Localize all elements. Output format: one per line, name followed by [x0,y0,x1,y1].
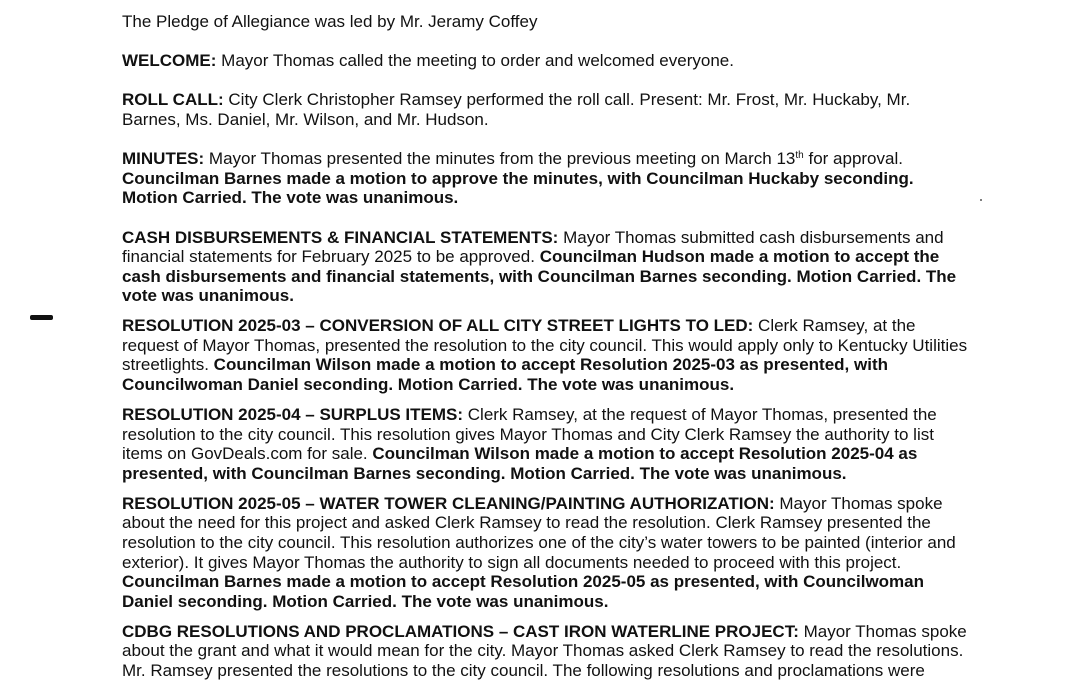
section-heading: CDBG RESOLUTIONS AND PROCLAMATIONS – CAST IRON WATERLINE PROJECT: [122,621,799,641]
section-text: City Clerk Christopher Ramsey performed the roll call. Present: Mr. Frost, Mr. Huckaby, Mr. [228,90,911,110]
line [122,169,1022,189]
section-text: Mr. Ramsey presented the resolutions to the city council. The following resolutions and proclamations were [122,660,925,680]
section-text: request of Mayor Thomas, presented the resolution to the city council. This would apply only to Kentucky Utilities [122,335,968,355]
section-heading: RESOLUTION 2025-04 – SURPLUS ITEMS: [122,405,464,425]
line [122,641,1022,661]
section-text: for approval. [808,149,903,169]
section-text: items on GovDeals.com for sale. [122,444,368,464]
motion-text: Motion Carried. The vote was unanimous. [122,188,459,208]
line [122,336,1022,356]
section-text: Mayor Thomas spoke [779,493,943,513]
section-text: Clerk Ramsey, at the [758,316,916,336]
line [122,513,1022,533]
cash-disbursements-paragraph [122,228,1022,306]
motion-text: vote was unanimous. [122,286,294,306]
section-text: resolution to the city council. This resolution authorizes one of the city’s water towers to be painted (interior and [122,533,956,553]
section-heading: MINUTES: [122,149,205,169]
cdbg-paragraph [122,622,1022,681]
line [122,375,1022,395]
motion-text: Councilman Wilson made a motion to accept Resolution 2025-04 as [372,444,918,464]
section-text: Mayor Thomas spoke [803,621,967,641]
section-heading: RESOLUTION 2025-03 – CONVERSION OF ALL CITY STREET LIGHTS TO LED: [122,316,754,336]
section-text: streetlights. [122,355,209,375]
motion-text: presented, with Councilman Barnes seconding. Motion Carried. The vote was unanimous. [122,463,847,483]
motion-text: cash disbursements and financial statements, with Councilman Barnes seconding. Motion Carried. The [122,266,957,286]
resolution-2025-05-paragraph [122,494,1022,612]
line [122,90,1022,110]
welcome-paragraph [122,51,1022,71]
section-text: Mayor Thomas called the meeting to order and welcomed everyone. [221,51,734,71]
motion-text: Councilman Barnes made a motion to accept Resolution 2025-05 as presented, with Councilwoman [122,572,925,592]
line [122,533,1022,553]
line [122,425,1022,445]
line [122,228,1022,248]
section-text: Mayor Thomas presented the minutes from the previous meeting on March 13 [208,149,796,169]
resolution-2025-04-paragraph [122,405,1022,483]
line [122,444,1022,464]
line [122,553,1022,573]
section-heading: RESOLUTION 2025-05 – WATER TOWER CLEANING/PAINTING AUTHORIZATION: [122,493,775,513]
motion-text: Councilman Wilson made a motion to accept Resolution 2025-03 as presented, with [213,355,888,375]
pledge-paragraph [122,12,1022,32]
margin-mark [30,315,53,320]
section-heading: ROLL CALL: [122,90,224,110]
section-heading: CASH DISBURSEMENTS & FINANCIAL STATEMENTS: [122,227,559,247]
motion-text: Councilwoman Daniel seconding. Motion Carried. The vote was unanimous. [122,375,735,395]
section-heading: WELCOME: [122,51,217,71]
section-text: financial statements for February 2025 to be approved. [122,247,535,267]
motion-text: Daniel seconding. Motion Carried. The vote was unanimous. [122,591,609,611]
section-text: about the need for this project and asked Clerk Ramsey to read the resolution. Clerk Ramsey presented the [122,513,931,533]
motion-text: Councilman Hudson made a motion to accept the [539,247,940,267]
line [122,464,1022,484]
line [122,355,1022,375]
motion-text: Councilman Barnes made a motion to approve the minutes, with Councilman Huckaby seconding. [122,168,914,188]
ordinal-suffix: th [795,150,804,162]
section-text: Clerk Ramsey, at the request of Mayor Thomas, presented the [467,405,937,425]
line [122,267,1022,287]
line [122,592,1022,612]
line [122,149,1022,169]
line [122,247,1022,267]
section-text: about the grant and what it would mean for the city. Mayor Thomas asked Clerk Ramsey to read the resolutions. [122,641,964,661]
minutes-paragraph [122,149,1022,208]
section-text: resolution to the city council. This resolution gives Mayor Thomas and City Clerk Ramsey the authority to list [122,424,934,444]
line [122,51,1022,71]
resolution-2025-03-paragraph [122,316,1022,394]
line [122,622,1022,642]
line [122,572,1022,592]
line [122,188,1022,208]
meeting-minutes-page [122,12,1022,681]
line [122,405,1022,425]
line [122,494,1022,514]
pledge-text: The Pledge of Allegiance was led by Mr. Jeramy Coffey [122,12,538,31]
roll-call-paragraph [122,90,1022,129]
line [122,661,1022,681]
section-text: exterior). It gives Mayor Thomas the authority to sign all documents needed to proceed with this project. [122,552,902,572]
line [122,110,1022,130]
line [122,316,1022,336]
section-text: Mayor Thomas submitted cash disbursements and [563,227,944,247]
line [122,12,1022,32]
line [122,286,1022,306]
section-text: Barnes, Ms. Daniel, Mr. Wilson, and Mr. Hudson. [122,109,489,129]
